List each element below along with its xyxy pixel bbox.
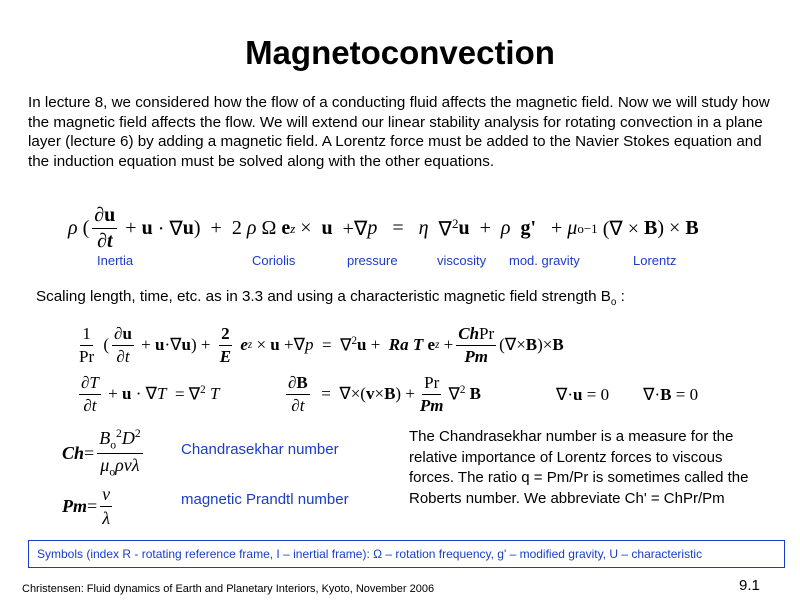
scaling-sentence — [36, 288, 625, 308]
label-inertia: Inertia — [97, 253, 134, 268]
intro-paragraph: In lecture 8, we considered how the flow of a conducting fluid affects the magnetic field. Now we will study how the magnetic field affects the flow. We will extend our linear stability analysis for rotating convection in a plane layer (lecture 6) by adding a magnetic field. A Lorentz force must be added to the Navier Stokes equation and the induction equation must be solved along with the other equations. — [28, 94, 770, 171]
chandrasekhar-note: The Chandrasekhar number is a measure for the relative importance of Lorentz forces to viscous forces. The ratio q = Pm/Pr is sometimes called the Roberts number. We abbreviate Ch' = ChPr/Pm — [409, 428, 749, 507]
footer-credit: Christensen: Fluid dynamics of Earth and Planetary Interiors, Kyoto, November 2006 — [22, 583, 435, 595]
magnetic-prandtl-definition: Pm = $\frac{\nu}{\lambda}$ — [62, 484, 111, 528]
heat-equation: $\frac{\partial T}{\partial t}$ + u · ∇ T = ∇$^2$ T — [81, 373, 220, 415]
scaling-text: Scaling length, time, etc. as in 3.3 and using a characteristic magnetic field strength B — [36, 288, 611, 305]
induction-equation: $\frac{\partial B}{\partial t}$ = ∇×( v × B ) + $\frac{Pr}{Pm}$ ∇$^2$ B — [288, 373, 482, 415]
label-coriolis: Coriolis — [252, 253, 296, 268]
page-number: 9.1 — [739, 577, 760, 594]
symbols-note-box — [28, 540, 785, 568]
slide-title: Magnetoconvection — [245, 34, 555, 71]
chandrasekhar-definition: Ch = $\frac{B_o^2D^2}{\mu_o\rho\nu\lambda}$ — [62, 427, 141, 479]
divergence-equations: ∇· u = 0 ∇· B = 0 — [556, 385, 699, 404]
label-mod-gravity: mod. gravity — [509, 253, 580, 268]
scaling-tail: : — [616, 288, 625, 305]
label-lorentz: Lorentz — [633, 253, 677, 268]
label-viscosity: viscosity — [437, 253, 487, 268]
momentum-equation: ρ ( $\frac{\partial u}{\partial t}$ + u · ∇ u ) + 2 ρ Ω e z × u +∇ p = η ∇$^2$ u + ρ g' + μ o −1 (∇ × B ) × B — [68, 204, 699, 252]
chandrasekhar-label: Chandrasekhar number — [181, 441, 339, 458]
label-pressure: pressure — [347, 253, 398, 268]
symbols-note: Symbols (index R - rotating reference frame, I – inertial frame): Ω – rotation frequency, g' – modified gravity, U – characteristic — [37, 547, 703, 561]
scaling-subscript: o — [610, 297, 617, 309]
nondim-momentum-equation: $\frac{1}{Pr}$ ( $\frac{\partial u}{\partial t}$ + u ·∇ u ) + $\frac{2}{E}$ e z × u +∇ p = ∇$^2$ u + Ra T e z + $\frac{\text{ChPr}}{Pm}$ (∇× B )× B — [79, 324, 564, 366]
magnetic-prandtl-label: magnetic Prandtl number — [181, 491, 349, 508]
